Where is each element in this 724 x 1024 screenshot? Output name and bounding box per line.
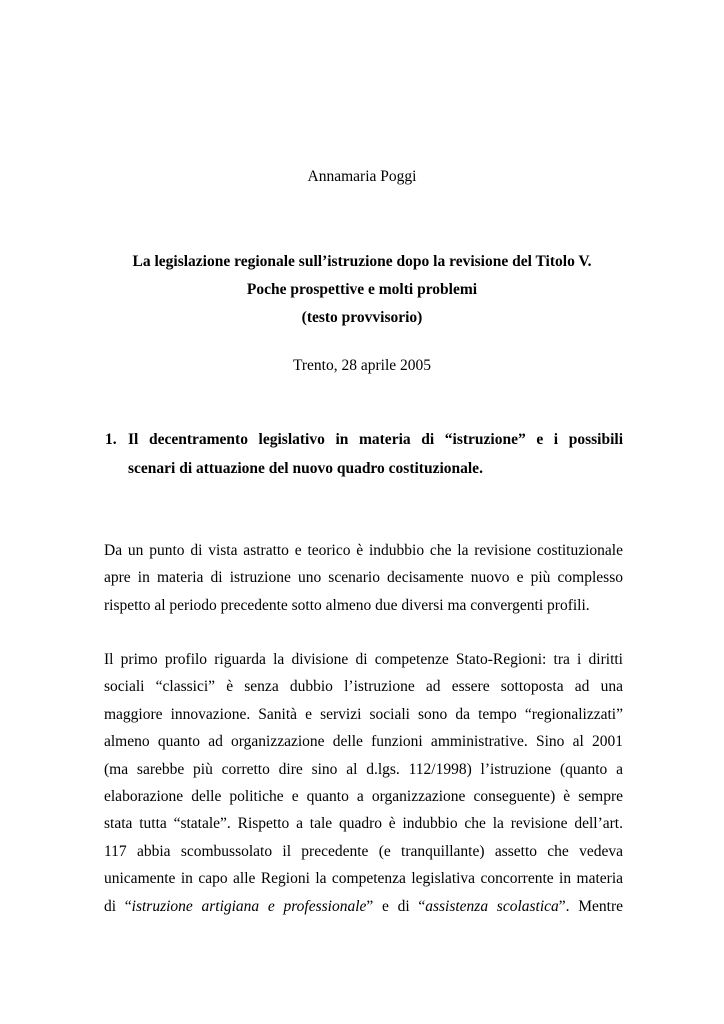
section-heading	[105, 425, 623, 483]
section-heading-line: Il decentramento legislativo in materia di “istruzione” e i possibili	[128, 431, 623, 448]
paragraph-line: apre in materia di istruzione uno scenario decisamente nuovo e più complesso	[104, 569, 623, 587]
document-date: Trento, 28 aprile 2005	[292, 357, 432, 374]
paragraph-line-with-italics	[104, 893, 623, 920]
paragraph-line: stata tutta “statale”. Rispetto a tale quadro è indubbio che la revisione dell’art.	[104, 815, 623, 833]
title-line-main: La legislazione regionale sull’istruzione dopo la revisione del Titolo V.	[132, 253, 592, 270]
paragraph-line: maggiore innovazione. Sanità e servizi sociali sono da tempo “regionalizzati”	[104, 705, 623, 723]
text-run: ”. Mentre	[558, 897, 623, 915]
paragraph-1	[104, 537, 623, 619]
section-number: 1.	[105, 431, 117, 448]
paragraph-line: elaborazione delle politiche e quanto a organizzazione conseguente) è sempre	[104, 788, 623, 806]
title-line-note: (testo provvisorio)	[301, 309, 423, 326]
author-name: Annamaria Poggi	[307, 168, 417, 185]
title-line-subtitle: Poche prospettive e molti problemi	[246, 281, 478, 298]
section-heading-text	[128, 425, 623, 483]
text-run: di “	[104, 897, 132, 915]
paragraph-line: unicamente in capo alle Regioni la competenza legislativa concorrente in materia	[104, 870, 623, 888]
paragraph-line: Il primo profilo riguarda la divisione di competenze Stato-Regioni: tra i diritti	[104, 651, 623, 668]
paragraph-line: sociali “classici” è senza dubbio l’istruzione ad essere sottoposta ad una	[104, 678, 623, 696]
italic-citation: assistenza scolastica	[425, 897, 559, 915]
document-title	[0, 248, 724, 332]
italic-citation: istruzione artigiana e professionale	[131, 897, 367, 915]
paragraph-line: Da un punto di vista astratto e teorico è indubbio che la revisione costituzionale	[104, 542, 623, 559]
paragraph-line: rispetto al periodo precedente sotto almeno due diversi ma convergenti profili.	[104, 596, 590, 614]
paragraph-line: 117 abbia scombussolato il precedente (e tranquillante) assetto che vedeva	[104, 842, 623, 860]
text-run: ” e di “	[366, 897, 426, 915]
paragraph-line: (ma sarebbe più corretto dire sino al d.lgs. 112/1998) l’istruzione (quanto a	[104, 760, 623, 778]
paragraph-2	[104, 646, 623, 920]
paragraph-line: almeno quanto ad organizzazione delle funzioni amministrative. Sino al 2001	[104, 733, 623, 751]
section-heading-line: scenari di attuazione del nuovo quadro costituzionale.	[128, 460, 483, 477]
